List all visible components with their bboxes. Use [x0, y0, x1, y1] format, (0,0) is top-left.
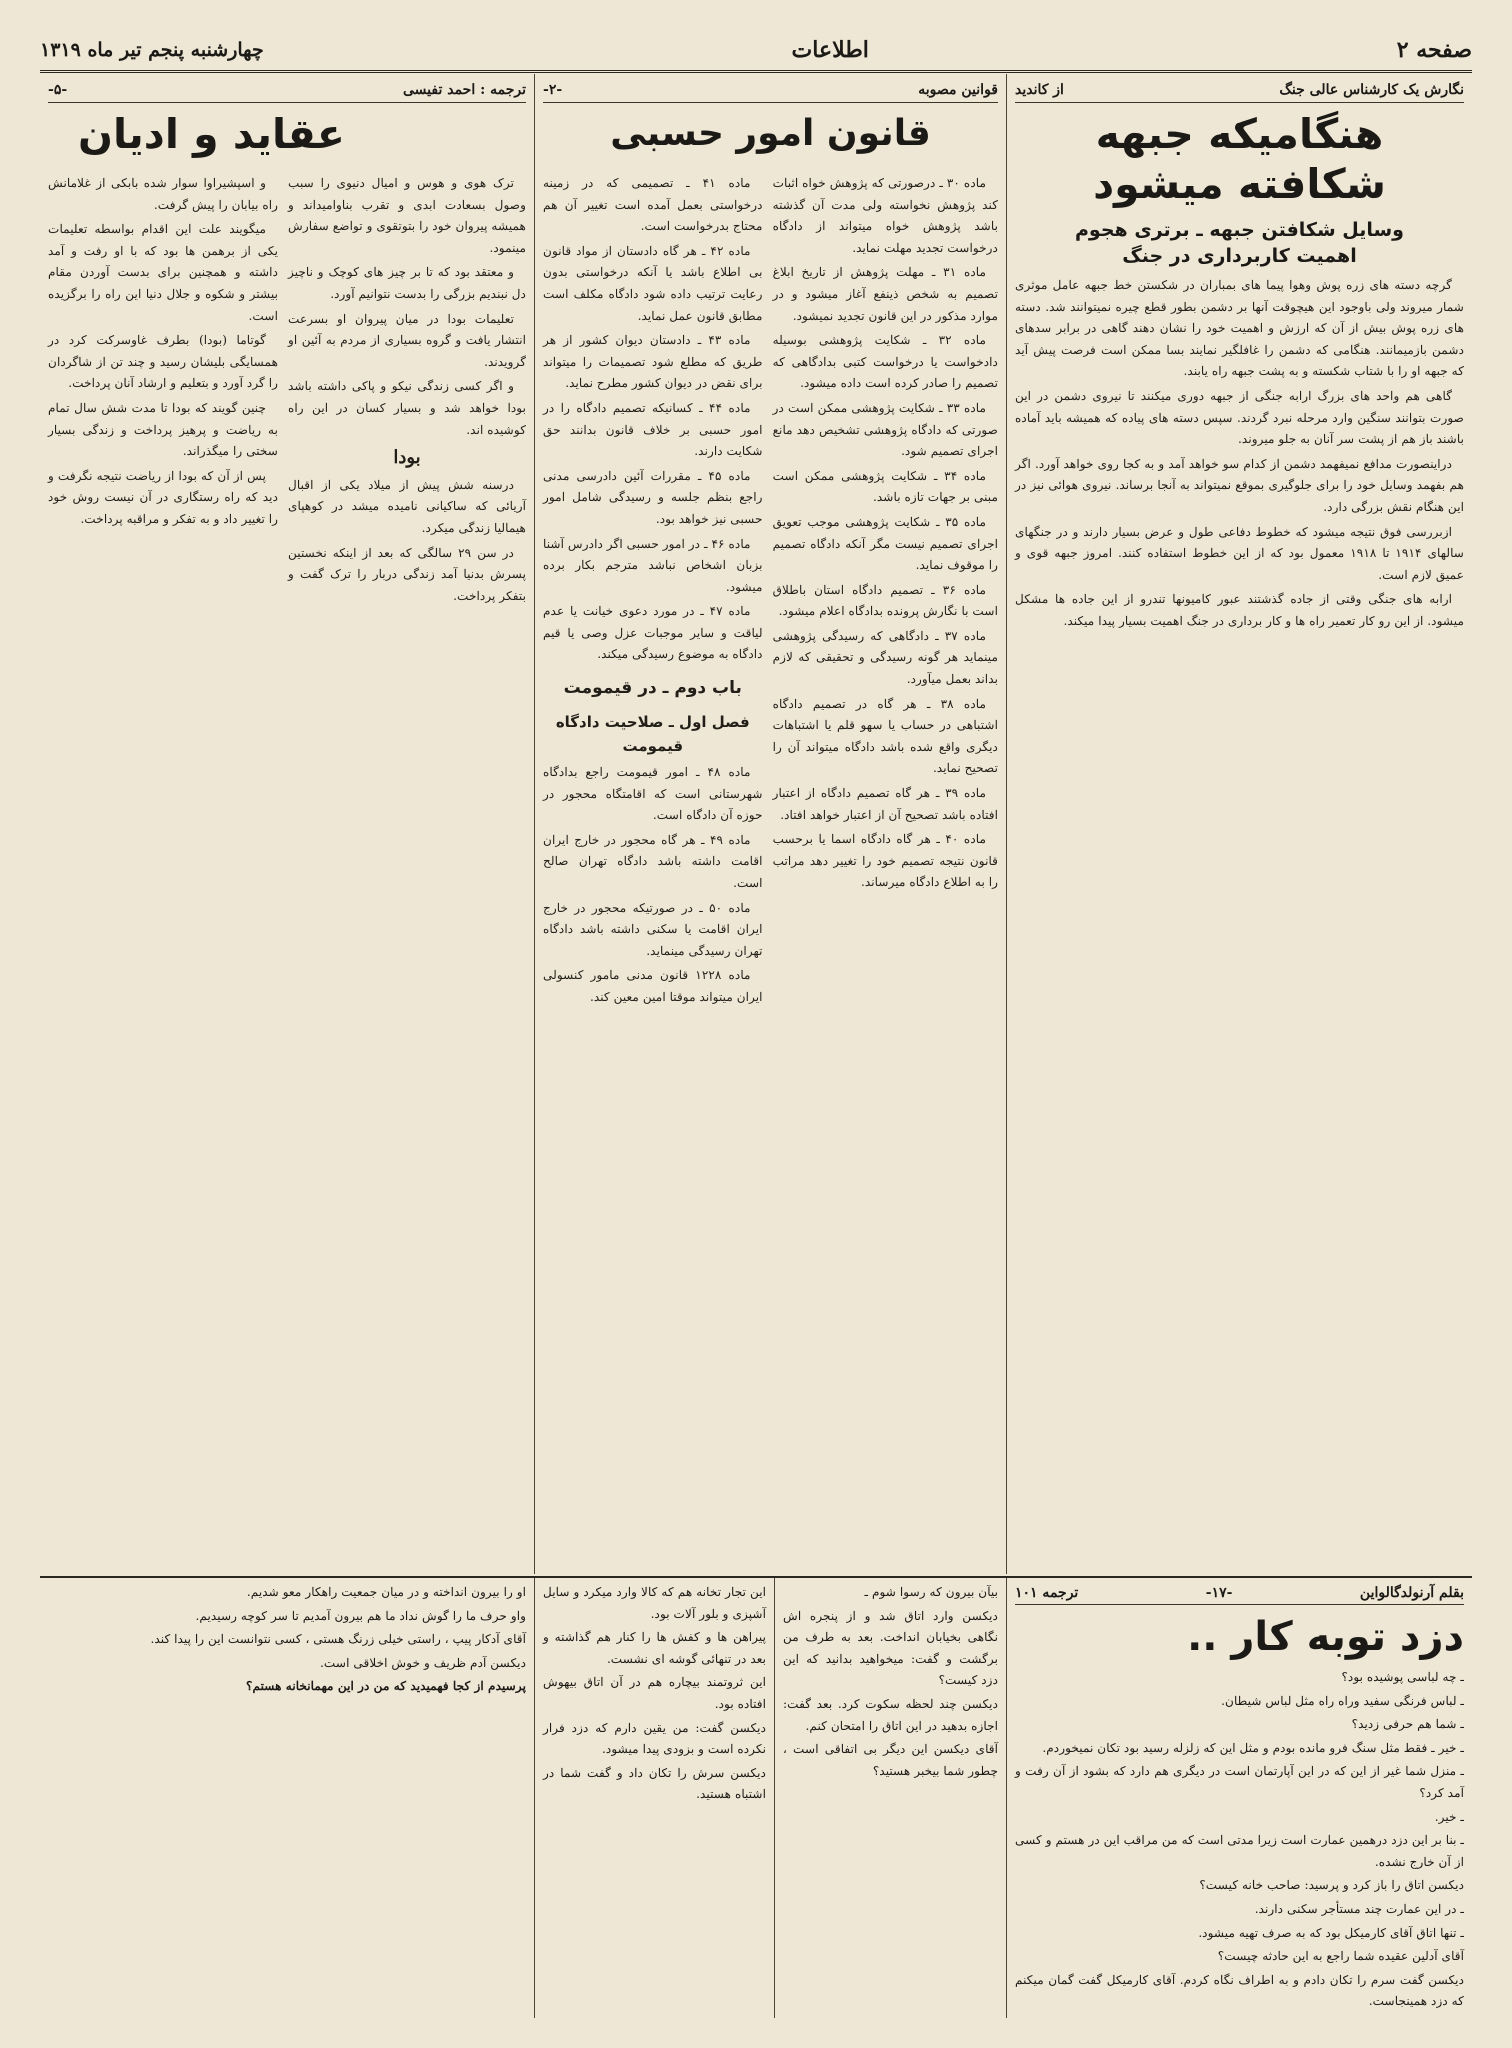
law-para: ماده ۳۳ ـ شکایت پژوهشی ممکن است در صورتی که دادگاه پژوهشی تشخیص دهد مانع اجرای تصمیم شود. [772, 400, 998, 459]
story-translator: ترجمه ۱۰۱ [1015, 1585, 1079, 1601]
law-para: ماده ۴۷ ـ در مورد دعوی خیانت یا عدم لیاقت و سایر موجبات عزل وصی یا قیم دادگاه به موضوع رسیدگی میکند. [543, 604, 763, 662]
law-para: ماده ۴۶ ـ در امور حسبی اگر دادرس آشنا بزبان اشخاص نباشد مترجم بکار برده میشود. [543, 536, 763, 594]
law-para: ماده ۳۷ ـ دادگاهی که رسیدگی پژوهشی مینماید هر گونه رسیدگی و تحقیقی که لازم بداند بعمل میآورد. [772, 628, 998, 687]
beliefs-translator: ترجمه : احمد تفیسی [402, 82, 526, 98]
issue-date: چهارشنبه پنجم تیر ماه ۱۳۱۹ [40, 39, 264, 61]
story-col-2 [774, 1578, 1006, 2018]
law-col-b [543, 173, 763, 1012]
front-para: ازبررسی فوق نتیجه میشود که خطوط دفاعی طول و عرض بسیار دارند و در جنگهای سالهای ۱۹۱۴ تا ۱۹۱۸ معمول بود که از این خطوط استفاده کنند. امروز جبهه قوی و عمیق لازم است. [1015, 524, 1465, 582]
story-line: ـ چه لباسی پوشیده بود؟ [1341, 1670, 1464, 1684]
beliefs-kicker-bar [48, 78, 526, 103]
story-line: آقای آدلین عقیده شما راجع به این حادثه چیست؟ [1217, 1949, 1464, 1964]
beliefs-col-b [48, 173, 278, 610]
story-section [40, 1576, 1472, 2018]
law-para: ماده ۳۰ ـ درصورتی که پژوهش خواه اثبات کند پژوهش نخواسته ولی مدت آن گذشته باشد پژوهش خواه میتواند از دادگاه درخواست تجدید مهلت نماید. [772, 176, 998, 255]
beliefs-para: درسنه شش پیش از میلاد یکی از اقبال آریائی که ساکیانی نامیده میشد در کوهپای هیمالیا زندگی میکرد. [288, 477, 526, 535]
law-kicker-bar [543, 78, 998, 103]
front-para: ارابه های جنگی وقتی از جاده گذشتند عبور کامیونها تندرو از این جاده ها مشکل میشود. از این رو کار تعمیر راه ها و کار برداری در جنگ اهمیت بسیار پیدا میکند. [1015, 592, 1464, 628]
story-line: دیکسن اتاق را باز کرد و پرسید: صاحب خانه کیست؟ [1199, 1878, 1464, 1893]
beliefs-columns [48, 167, 526, 610]
story-line: ـ شما هم حرفی زدید؟ [1351, 1717, 1464, 1732]
story-line: ـ منزل شما غیر از این که در این آپارتمان است در دیگری هم دارد که بشود از آن رفت و آمد کرد؟ [1015, 1764, 1464, 1800]
law-para: ماده ۳۵ ـ شکایت پژوهشی موجب تعویق اجرای تصمیم نیست مگر آنکه دادگاه تصمیم را موقوف نماید. [772, 514, 998, 573]
law-article [534, 74, 1006, 1574]
story-line: دیکسن گفت: من یقین دارم که دزد فرار نکرده است و بزودی پیدا میشود. [543, 1720, 766, 1757]
story-col-3 [534, 1578, 774, 2018]
page-number: صفحه ۲ [1396, 37, 1472, 63]
story-col-4 [40, 1578, 534, 2018]
beliefs-para: گوتاما (بودا) بطرف غاوسرکت کرد در همسایگی بلیشان رسید و چند تن از شاگردان را گرد آورد و بتعلیم و ارشاد آنان پرداخت. [48, 333, 278, 391]
beliefs-para: و اسپشیراوا سوار شده بابکی از غلامانش راه بیابان را پیش گرفت. [48, 176, 278, 212]
law-para: ماده ۳۸ ـ هر گاه در تصمیم دادگاه اشتباهی در حساب یا سهو قلم یا اشتباهات دیگری واقع شده باشد دادگاه میتواند آن را تصحیح نماید. [772, 696, 998, 776]
story-dialog-b [783, 1582, 998, 1782]
beliefs-column-number: -۵- [48, 82, 68, 98]
story-author: بقلم آرنولدگالواین [1359, 1585, 1464, 1601]
front-para: گاهی هم واحد های بزرگ ارابه جنگی از جبهه دوری میکنند تا نیروی دشمن در این صورت بتوانند سنگین وارد مرحله نبرد گردند. سپس دسته های پیاده که همیشه باید آماده باشند باز هم از پشت سر آنان به جلو میروند. [1015, 388, 1464, 447]
law-para: ماده ۴۳ ـ دادستان دیوان کشور از هر طریق که مطلع شود تصمیمات را میتواند برای نقض در دیوان کشور مطرح نماید. [543, 333, 763, 391]
story-line: دیکسن آدم ظریف و خوش اخلاقی است. [320, 1655, 526, 1670]
story-line: ـ بنا بر این دزد درهمین عمارت است زیرا مدتی است که من مراقب این در هستم و کسی از آن خارج نشده. [1015, 1833, 1464, 1869]
story-dialog-a [1015, 1667, 1464, 2013]
law-para: ماده ۴۱ ـ تصمیمی که در زمینه درخواستی بعمل آمده است تغییر آن هم محتاج بدرخواست است. [543, 176, 763, 234]
story-line: ـ تنها اتاق آقای کارمیکل بود که به صرف تهیه میشود. [1198, 1925, 1464, 1940]
story-title: دزد توبه کار .. [1187, 1614, 1464, 1660]
law-para: ماده ۳۹ ـ هر گاه تصمیم دادگاه از اعتبار افتاده باشد تصحیح آن از اعتبار خواهد افتاد. [772, 786, 998, 822]
story-line: آقای دیکسن این دیگر بی اتفاقی است ، چطور شما بیخبر هستید؟ [783, 1742, 998, 1778]
story-line: ـ خیر. [1434, 1809, 1464, 1824]
law-para: ماده ۴۴ ـ کسانیکه تصمیم دادگاه را در امور حسبی بر خلاف قانون بدانند حق شکایت دارند. [543, 400, 763, 459]
story-line: دیکسن سرش را تکان داد و گفت شما در اشتباه هستید. [543, 1765, 766, 1802]
story-line: آقای آدکار پیپ ، راستی خیلی زرنگ هستی ، کسی نتوانست این را پیدا کند. [150, 1632, 526, 1647]
story-col-1 [1006, 1578, 1472, 2018]
beliefs-subhead: بودا [393, 447, 421, 469]
law-para: ماده ۴۵ ـ مقررات آئین دادرسی مدنی راجع بنظم جلسه و رسیدگی شامل امور حسبی نیز خواهد بود. [543, 468, 763, 526]
front-body [1015, 275, 1464, 633]
newspaper-name: اطلاعات [791, 37, 869, 63]
story-line: او را بیرون انداخته و در میان جمعیت راهکار معو شدیم. [246, 1585, 526, 1599]
story-line: پیراهن ها و کفش ها را کنار هم گذاشته و بعد در تنهائی گوشه ای نشست. [543, 1630, 766, 1666]
front-kicker-right: نگارش یک کارشناس عالی جنگ [1279, 82, 1464, 98]
story-line: دیکسن وارد اتاق شد و از پنجره اش نگاهی بخیابان انداخت. بعد به طرف من برگشت و گفت: میخواهید بدانید که این دزد کیست؟ [783, 1608, 998, 1688]
story-line: ـ لباس فرنگی سفید وراه راه مثل لباس شیطان. [1221, 1693, 1464, 1708]
beliefs-para: پس از آن که بودا از ریاضت نتیجه نگرفت و دید که راه رستگاری در آن نیست روش خود را تغییر داد و به تفکر و مراقبه پرداخت. [48, 468, 278, 526]
story-line: دیکسن گفت سرم را تکان دادم و به اطراف نگاه کردم. آقای کارمیکل گفت گمان میکنم که دزد همینجاست. [1015, 1972, 1464, 2009]
story-line: این تجار تخانه هم که کالا وارد میکرد و سایل آشپزی و بلور آلات بود. [543, 1585, 766, 1621]
story-line: این ثروتمند بیچاره هم در آن اتاق بیهوش افتاده بود. [543, 1675, 766, 1711]
story-line: ـ در این عمارت چند مستأجر سکنی دارند. [1254, 1901, 1464, 1916]
page-header [40, 30, 1472, 73]
beliefs-col-a [288, 173, 526, 610]
law-para: ماده ۴۹ ـ هر گاه محجور در خارج ایران اقامت داشته باشد دادگاه تهران صالح است. [543, 832, 763, 891]
beliefs-para: ترک هوی و هوس و امیال دنیوی را سبب وصول بسعادت ابدی و تقرب بناوامیداند و همیشه پیروان خود را بتوتقوی و تواضع سفارش مینمود. [288, 176, 526, 255]
law-col-a [773, 173, 998, 1012]
law-para: ماده ۱۲۲۸ قانون مدنی مامور کنسولی ایران میتواند موقتا امین معین کند. [543, 968, 763, 1004]
law-columns [543, 167, 998, 1012]
law-para: ماده ۴۸ ـ امور قیمومت راجع بدادگاه شهرستانی است که اقامتگاه محجور در حوزه آن دادگاه است. [543, 765, 763, 823]
law-headline: قانون امور حسبی [610, 113, 931, 154]
front-subhead-1: وسایل شکافتن جبهه ـ برتری هجوم [1075, 219, 1404, 241]
law-para: ماده ۳۱ ـ مهلت پژوهش از تاریخ ابلاغ تصمیم به شخص ذینفع آغاز میشود و در موارد مذکور در این قانون تجدید نمیشود. [772, 265, 998, 323]
law-para: ماده ۵۰ ـ در صورتیکه محجور در خارج ایران اقامت یا سکنی داشته باشد دادگاه تهران رسیدگی مینماید. [543, 900, 763, 958]
front-kicker-left: از کاندید [1015, 82, 1064, 98]
front-article [1006, 74, 1472, 1574]
beliefs-para: میگویند علت این اقدام بواسطه تعلیمات یکی از برهمن ها بود که با او رفت و آمد داشته و همچنین برای بدست آوردن مقام بیشتر و شکوه و جلال دنیا این راه را برگزیده است. [48, 222, 278, 323]
front-para: دراینصورت مدافع نمیفهمد دشمن از کدام سو خواهد آمد و به کجا روی خواهد آورد. اگر هم بفهمد وسایل خود را برای جلوگیری بموقع نمیتواند به آنجا برساند. نیروی هوائی نیز در این هنگام نقش بزرگی دارد. [1015, 456, 1464, 514]
front-article-kicker [1015, 78, 1464, 103]
law-para: ماده ۴۲ ـ هر گاه دادستان از مواد قانون بی اطلاع باشد یا آنکه درخواستی بدون رعایت ترتیب داده شود دادگاه مکلف است مطابق قانون عمل نماید. [543, 243, 763, 323]
story-line: دیکسن چند لحظه سکوت کرد. بعد گفت: اجازه بدهید در این اتاق را امتحان کنم. [783, 1696, 998, 1733]
upper-columns [40, 74, 1472, 1574]
law-para: ماده ۳۴ ـ شکایت پژوهشی ممکن است مبنی بر جهات تازه باشد. [772, 468, 998, 505]
front-subhead-2: اهمیت کاربرداری در جنگ [1122, 245, 1357, 267]
law-column-number: -۲- [543, 82, 563, 98]
beliefs-para: چنین گویند که بودا تا مدت شش سال تمام به ریاضت و پرهیز پرداخت و زندگی بسیار سختی را میگذراند. [48, 400, 278, 459]
beliefs-para: تعلیمات بودا در میان پیروان او بسرعت انتشار یافت و گروه بسیاری از مردم به آئین او گرویدند. [288, 311, 526, 369]
law-chapter-subtitle: فصل اول ـ صلاحیت دادگاه قیمومت [555, 713, 750, 756]
beliefs-para: در سن ۲۹ سالگی که بعد از اینکه نخستین پسرش بدنیا آمد زندگی دربار را ترک گفت و بتفکر پرداخت. [288, 545, 526, 603]
beliefs-article [40, 74, 534, 1574]
front-headline: هنگامیکه جبهه شکافته میشود [1093, 110, 1386, 208]
story-dialog-d [48, 1582, 526, 1698]
story-line: ـ خیر ـ فقط مثل سنگ فرو مانده بودم و مثل این که زلزله رسید بود تکان نمیخوردم. [1042, 1740, 1464, 1755]
story-kicker-bar [1015, 1582, 1464, 1605]
front-para: گرچه دسته های زره پوش وهوا پیما های بمباران در شکستن خط جبهه عامل موثری شمار میروند ولی باوجود این هیچوقت آنها بر دشمن بطور قطع چیره نمیتوانند شد. دسته های زره پوش بیش از آن که ارزش و اهمیت خود را نشان دهند گاهی در برابر سدهای دشمن بازمیمانند. هنگامی که دشمن را غافلگیر نمایند بسا ممکن است فرصت پیش آید که جبهه او را با شتاب شکسته و به پشت جبهه راه یابند. [1015, 278, 1464, 379]
beliefs-para: و معتقد بود که تا بر چیز های کوچک و ناچیز دل نبندیم بزرگی را بدست نتوانیم آورد. [288, 265, 526, 301]
story-dialog-c [543, 1582, 766, 1806]
story-line: واو حرف ما را گوش نداد ما هم بیرون آمدیم تا سر کوچه رسیدیم. [195, 1608, 526, 1623]
beliefs-headline: عقاید و ادیان [78, 110, 345, 158]
law-para: ماده ۳۲ ـ شکایت پژوهشی بوسیله دادخواست یا درخواست کتبی بدادگاهی که تصمیم را صادر کرده است داده میشود. [772, 333, 998, 391]
story-line: پرسیدم از کجا فهمیدید که من در این مهمانخانه هستم؟ [245, 1679, 526, 1694]
law-para: ماده ۳۶ ـ تصمیم دادگاه استان باطلاق است با نگارش پرونده بدادگاه اعلام میشود. [772, 582, 998, 619]
law-kicker: قوانین مصوبه [918, 82, 998, 98]
story-number: -۱۷- [1205, 1585, 1233, 1601]
story-line: بیآن بیرون که رسوا شوم ـ [864, 1585, 998, 1599]
law-para: ماده ۴۰ ـ هر گاه دادگاه اسما یا برحسب قانون نتیجه تصمیم خود را تغییر دهد مراتب را به اطلاع دادگاه میرساند. [772, 832, 998, 890]
law-chapter-title: باب دوم ـ در قیمومت [563, 678, 742, 699]
beliefs-para: و اگر کسی زندگی نیکو و پاکی داشته باشد بودا خواهد شد و بسیار کسان در این راه کوشیده اند. [288, 379, 526, 437]
